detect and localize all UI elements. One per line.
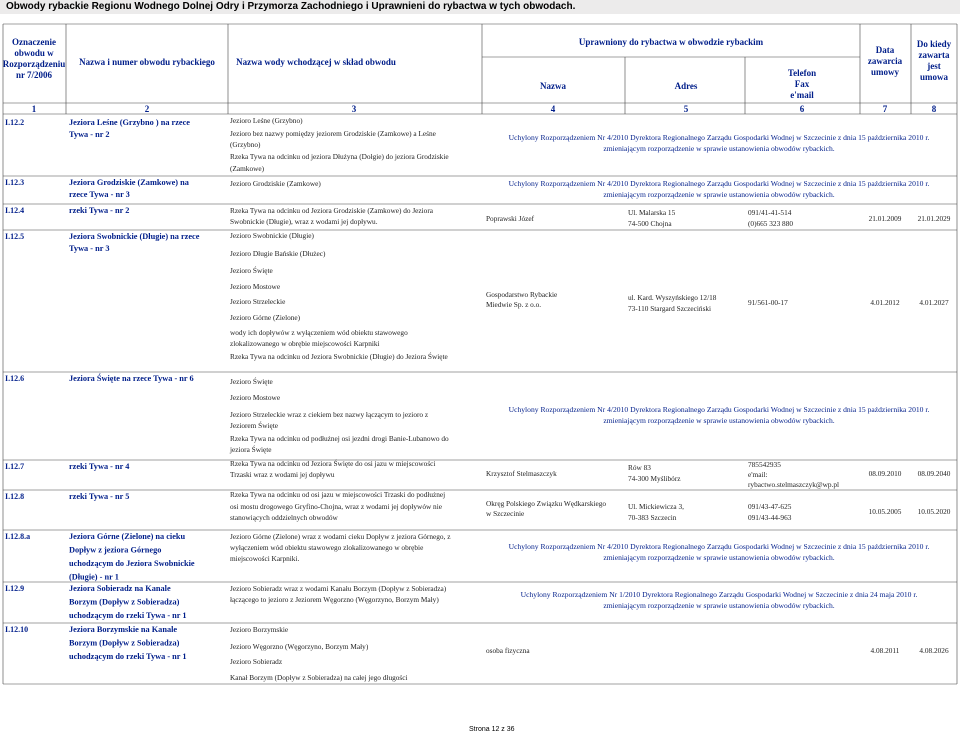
row-water: wody ich dopływów z wyłączeniem wód obiektu stawowego: [230, 328, 408, 337]
row-id: I.12.10: [5, 625, 29, 634]
column-number: 5: [683, 104, 689, 114]
row-address: 74-300 Myślibórz: [628, 474, 681, 483]
row-obwod-name: Jeziora Grodziskie (Zamkowe) na: [69, 178, 189, 187]
col-telefon-header: Fax: [794, 79, 810, 89]
column-number: 2: [144, 104, 150, 114]
row-phone: 091/43-47-625: [748, 502, 792, 511]
row-repeal-note: zmieniającym rozporządzenie w sprawie ustanowienia obwodów rybackich.: [603, 190, 835, 199]
row-date-to: 4.08.2026: [919, 646, 949, 655]
row-obwod-name: rzeki Tywa - nr 2: [69, 206, 130, 215]
col-nazwa-obwodu-header: Nazwa i numer obwodu rybackiego: [79, 57, 215, 67]
row-date-from: 4.01.2012: [870, 298, 900, 307]
row-water: Jezioro Święte: [230, 377, 273, 386]
row-obwod-name: Dopływ z jeziora Górnego: [69, 545, 162, 555]
row-obwod-name: rzeki Tywa - nr 4: [69, 462, 130, 471]
row-obwod-name: Tywa - nr 2: [69, 130, 110, 139]
row-water: (Zamkowe): [230, 164, 265, 173]
row-water: Jezioro Sobieradz wraz z wodami Kanału Borzym (Dopływ z Sobieradza): [230, 584, 447, 593]
window-title: Obwody rybackie Regionu Wodnego Dolnej Odry i Przymorza Zachodniego i Uprawnieni do rybactwa w tych obwodach.: [0, 0, 960, 14]
row-obwod-name: Jeziora Święte na rzece Tywa - nr 6: [69, 374, 194, 383]
column-number: 3: [351, 104, 357, 114]
row-water: Jezioro Swobnickie (Długie): [230, 231, 314, 240]
row-water: Rzeka Tywa na odcinku od Jeziora Święte do osi jazu w miejscowości: [230, 459, 436, 468]
col-dokiedy-header: umowa: [919, 72, 949, 82]
row-address: 74-500 Chojna: [628, 219, 672, 228]
row-water: zlokalizowanego w obrębie miejscowości Karpniki: [230, 339, 380, 348]
row-obwod-name: Tywa - nr 3: [69, 244, 110, 253]
column-number: 6: [799, 104, 805, 114]
col-oznaczenie-header: nr 7/2006: [15, 70, 53, 80]
col-nazwa-header: Nazwa: [540, 81, 566, 91]
row-water: Jezioro Górne (Zielone): [230, 313, 301, 322]
row-water: Jezioro Mostowe: [230, 393, 281, 402]
row-address: Rów 83: [628, 463, 651, 472]
col-dokiedy-header: zawarta: [918, 50, 950, 60]
row-obwod-name: uchodzącym do rzeki Tywa - nr 1: [69, 652, 187, 661]
row-phone: e'mail:: [748, 470, 768, 479]
column-number: 4: [550, 104, 556, 114]
row-id: I.12.6: [5, 374, 25, 383]
row-repeal-note: Uchylony Rozporządzeniem Nr 4/2010 Dyrektora Regionalnego Zarządu Gospodarki Wodnej w Szczecinie z dnia 15 października 2010 r.: [508, 405, 930, 414]
row-water: Rzeka Tywa na odcinku od podłużnej osi jezdni drogi Banie-Lubanowo do: [230, 434, 449, 443]
row-water: Jezioro Mostowe: [230, 282, 281, 291]
row-water: Jezioro Sobieradz: [230, 657, 283, 666]
row-obwod-name: uchodzącym do rzeki Tywa - nr 1: [69, 611, 187, 620]
row-water: Jeziorem Święte: [230, 421, 279, 430]
row-repeal-note: Uchylony Rozporządzeniem Nr 4/2010 Dyrektora Regionalnego Zarządu Gospodarki Wodnej w Szczecinie z dnia 15 października 2010 r.: [508, 133, 930, 142]
row-obwod-name: Borzym (Dopływ z Sobieradza): [69, 638, 180, 648]
row-water: Jezioro Święte: [230, 266, 273, 275]
uprawniony-group-header: Uprawniony do rybactwa w obwodzie rybackim: [578, 37, 764, 47]
col-nazwa-wody-header: Nazwa wody wchodzącej w skład obwodu: [236, 57, 396, 67]
row-water: Rzeka Tywa na odcinku od Jeziora Grodziskie (Zamkowe) do Jeziora: [230, 206, 433, 215]
column-number: 1: [31, 104, 37, 114]
row-obwod-name: rzece Tywa - nr 3: [69, 190, 130, 199]
row-water: Jezioro Leśne (Grzybno): [230, 116, 303, 125]
row-date-from: 10.05.2005: [868, 507, 902, 516]
row-water: Rzeka Tywa na odcinku od osi jazu w miejscowości Trzaski do podłużnej: [230, 490, 446, 499]
row-water: miejscowości Karpniki.: [230, 554, 300, 563]
row-id: I.12.2: [5, 118, 25, 127]
row-holder: Gospodarstwo Rybackie: [486, 290, 558, 299]
row-repeal-note: Uchylony Rozporządzeniem Nr 1/2010 Dyrektora Regionalnego Zarządu Gospodarki Wodnej w Szczecinie z dnia 24 maja 2010 r.: [520, 590, 918, 599]
row-repeal-note: zmieniającym rozporządzenie w sprawie ustanowienia obwodów rybackich.: [603, 144, 835, 153]
row-water: osi mostu drogowego Gryfino-Chojna, wraz z wodami jej dopływów nie: [230, 502, 442, 511]
col-oznaczenie-header: obwodu w: [14, 48, 54, 58]
row-phone: 091/41-41-514: [748, 208, 792, 217]
row-water: Trzaski wraz z wodami jej dopływu: [230, 470, 335, 479]
row-phone: (0)665 323 880: [748, 219, 793, 228]
row-repeal-note: zmieniającym rozporządzenie w sprawie ustanowienia obwodów rybackich.: [603, 601, 835, 610]
row-id: I.12.3: [5, 178, 25, 187]
col-telefon-header: e'mail: [790, 90, 814, 100]
row-address: 70-383 Szczecin: [628, 513, 677, 522]
row-id: I.12.8: [5, 492, 25, 501]
col-adres-header: Adres: [674, 81, 698, 91]
col-data-header: umowy: [870, 67, 900, 77]
row-phone: 91/561-00-17: [748, 298, 788, 307]
row-water: Jezioro bez nazwy pomiędzy jeziorem Grodziskie (Zamkowe) a Leśne: [230, 129, 436, 138]
column-number: 8: [931, 104, 937, 114]
row-repeal-note: Uchylony Rozporządzeniem Nr 4/2010 Dyrektora Regionalnego Zarządu Gospodarki Wodnej w Szczecinie z dnia 15 października 2010 r.: [508, 542, 930, 551]
row-obwod-name: Borzym (Dopływ z Sobieradza): [69, 597, 180, 607]
row-phone: 091/43-44-963: [748, 513, 792, 522]
col-data-header: Data: [875, 45, 895, 55]
row-water: Rzeka Tywa na odcinku od Jeziora Swobnickie (Długie) do Jeziora Święte: [230, 352, 448, 361]
row-water: Jezioro Strzeleckie: [230, 297, 286, 306]
row-id: I.12.5: [5, 232, 25, 241]
row-obwod-name: Jeziora Swobnickie (Długie) na rzece: [69, 232, 200, 241]
row-holder: Krzysztof Stelmaszczyk: [486, 469, 557, 478]
row-address: Ul. Mickiewicza 3,: [628, 502, 684, 511]
row-address: 73-110 Stargard Szczeciński: [628, 304, 712, 313]
row-water: Jezioro Borzymskie: [230, 625, 289, 634]
col-dokiedy-header: jest: [927, 61, 941, 71]
row-water: wyłączeniem wód obiektu stawowego zlokalizowanego w obrębie: [230, 543, 424, 552]
row-repeal-note: zmieniającym rozporządzenie w sprawie ustanowienia obwodów rybackich.: [603, 416, 835, 425]
row-holder: Okręg Polskiego Związku Wędkarskiego: [486, 499, 607, 508]
row-holder: osoba fizyczna: [486, 646, 530, 655]
row-repeal-note: Uchylony Rozporządzeniem Nr 4/2010 Dyrektora Regionalnego Zarządu Gospodarki Wodnej w Szczecinie z dnia 15 października 2010 r.: [508, 179, 930, 188]
page-footer: Strona 12 z 36: [469, 726, 515, 733]
row-obwod-name: (Długie) - nr 1: [69, 572, 119, 582]
row-id: I.12.8.a: [5, 532, 31, 541]
row-water: Kanał Borzym (Dopływ z Sobieradza) na całej jego długości: [230, 673, 408, 682]
row-obwod-name: Jeziora Sobieradz na Kanale: [69, 584, 171, 593]
row-id: I.12.7: [5, 462, 25, 471]
row-water: Rzeka Tywa na odcinku od jeziora Dłużyna (Dołgie) do jeziora Grodziskie: [230, 152, 449, 161]
row-water: (Grzybno): [230, 140, 261, 149]
row-id: I.12.9: [5, 584, 25, 593]
row-obwod-name: rzeki Tywa - nr 5: [69, 492, 130, 501]
row-obwod-name: Jeziora Górne (Zielone) na cieku: [69, 532, 186, 541]
row-date-from: 4.08.2011: [870, 646, 900, 655]
row-id: I.12.4: [5, 206, 25, 215]
col-oznaczenie-header: Rozporządzeniu: [2, 59, 66, 69]
row-water: łączącego to jezioro z Jeziorem Węgorzno (Węgorzyno, Borzym Mały): [230, 595, 439, 604]
row-water: stanowiących oddzielnych obwodów: [230, 513, 338, 522]
row-phone: 785542935: [748, 460, 781, 469]
col-data-header: zawarcia: [867, 56, 903, 66]
row-water: Jezioro Węgorzno (Węgorzyno, Borzym Mały): [230, 642, 369, 651]
row-date-from: 21.01.2009: [868, 214, 902, 223]
row-holder: w Szczecinie: [486, 509, 525, 518]
row-water: jeziora Święte: [230, 445, 272, 454]
row-water: Swobnickie (Długie), wraz z wodami jej dopływu.: [230, 217, 378, 226]
row-holder: Miedwie Sp. z o.o.: [486, 300, 542, 309]
row-address: ul. Kard. Wyszyńskiego 12/18: [628, 293, 717, 302]
row-obwod-name: Jeziora Leśne (Grzybno ) na rzece: [69, 118, 190, 127]
row-water: Jezioro Strzeleckie wraz z ciekiem bez nazwy łączącym to jezioro z: [230, 410, 429, 419]
col-telefon-header: Telefon: [787, 68, 817, 78]
col-oznaczenie-header: Oznaczenie: [12, 37, 56, 47]
row-holder: Poprawski Józef: [486, 214, 535, 223]
row-obwod-name: Jeziora Borzymskie na Kanale: [69, 625, 178, 634]
row-date-to: 10.05.2020: [917, 507, 951, 516]
column-number: 7: [882, 104, 888, 114]
row-water: Jezioro Grodziskie (Zamkowe): [230, 179, 321, 188]
row-date-to: 08.09.2040: [917, 469, 951, 478]
row-date-to: 4.01.2027: [919, 298, 949, 307]
col-dokiedy-header: Do kiedy: [916, 39, 952, 49]
row-phone: rybactwo.stelmaszczyk@wp.pl: [748, 480, 840, 489]
row-address: Ul. Malarska 15: [628, 208, 676, 217]
row-water: Jezioro Górne (Zielone) wraz z wodami cieku Dopływ z jeziora Górnego, z: [230, 532, 451, 541]
row-water: Jezioro Długie Bańskie (Dłużec): [230, 249, 326, 258]
row-date-to: 21.01.2029: [917, 214, 951, 223]
row-obwod-name: uchodzącym do Jeziora Swobnickie: [69, 559, 195, 568]
row-repeal-note: zmieniającym rozporządzenie w sprawie ustanowienia obwodów rybackich.: [603, 553, 835, 562]
row-date-from: 08.09.2010: [868, 469, 902, 478]
